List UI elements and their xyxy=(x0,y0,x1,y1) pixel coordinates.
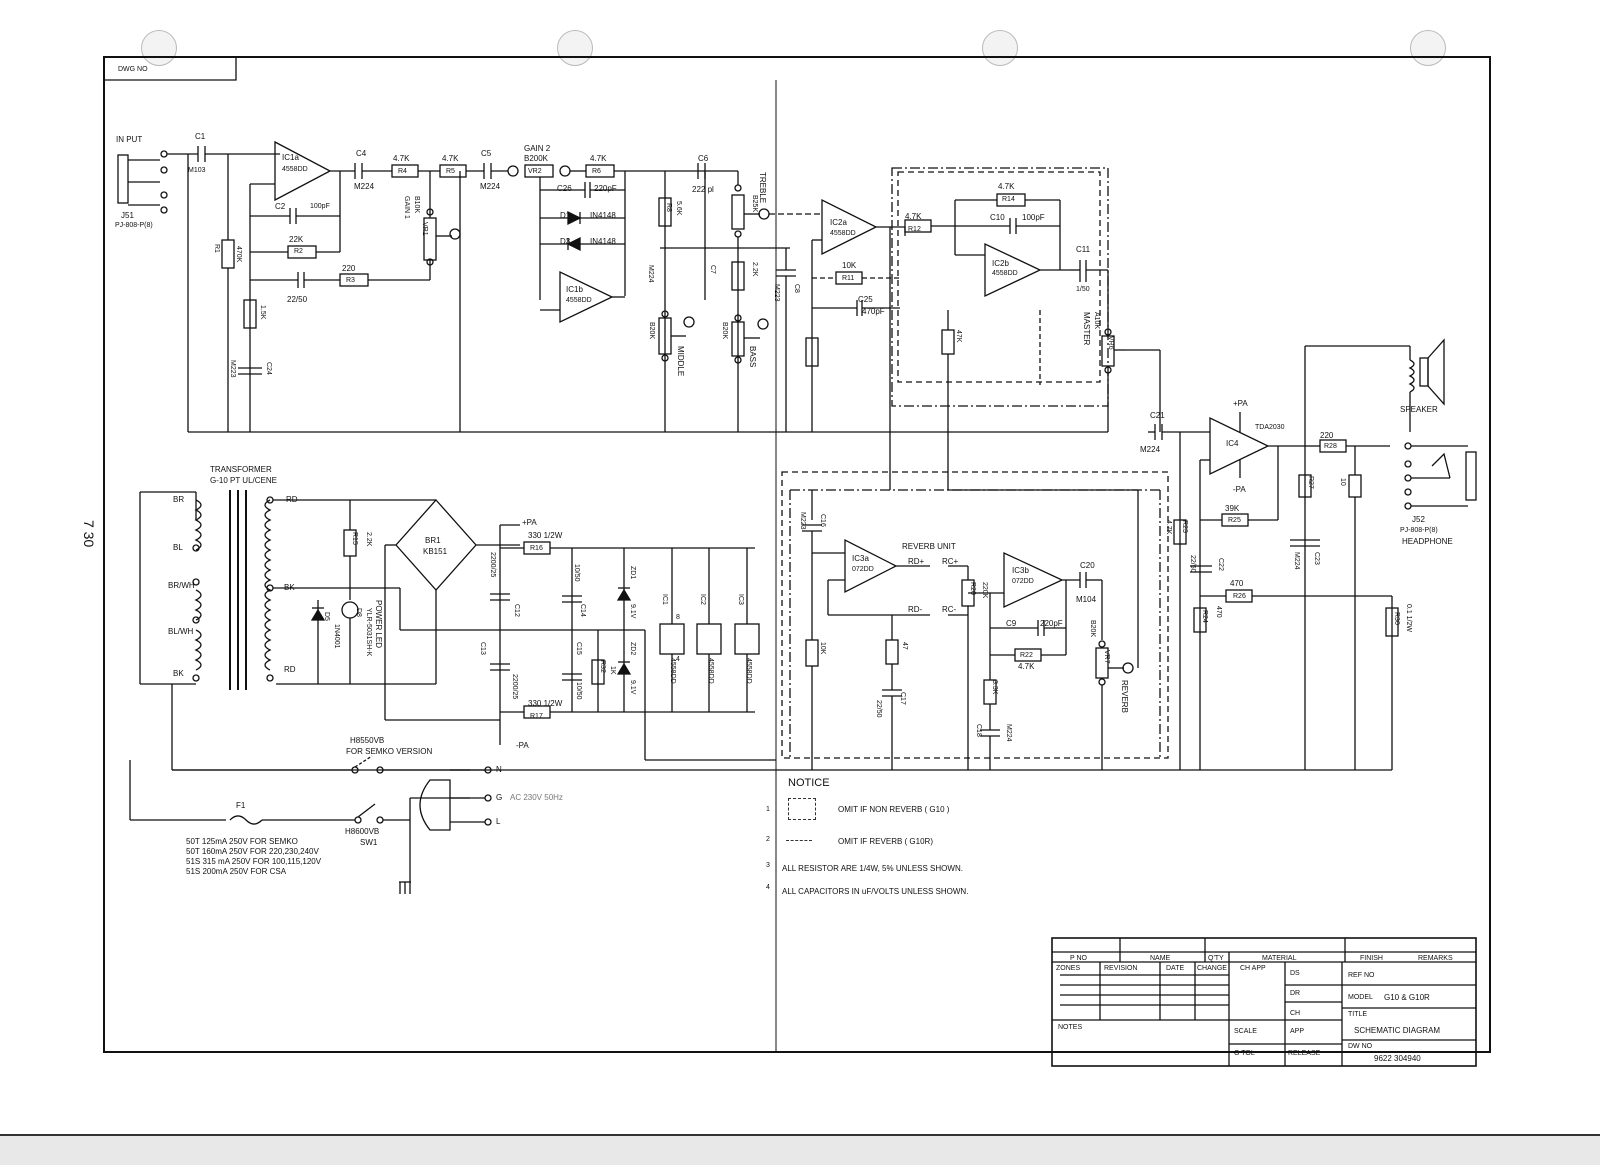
r-2-2k-value: 2.2K xyxy=(751,262,758,277)
tb-revision: REVISION xyxy=(1104,965,1138,972)
input-label: IN PUT xyxy=(116,135,143,144)
j52-part: PJ-808-P(8) xyxy=(1400,527,1438,534)
treble-label: TREBLE xyxy=(758,172,767,204)
tb-title-label: TITLE xyxy=(1348,1011,1368,1018)
tb-ch: CH xyxy=(1290,1010,1301,1017)
c11-value: 1/50 xyxy=(1076,286,1090,293)
j51-part-label: PJ-808-P(8) xyxy=(115,222,153,229)
c16-label: C16 xyxy=(819,514,826,527)
tb-date: DATE xyxy=(1166,965,1185,972)
tb-zones: ZONES xyxy=(1056,965,1081,972)
notice-line-4: ALL CAPACITORS IN uF/VOLTS UNLESS SHOWN. xyxy=(782,887,969,896)
rd-neg-label: RD- xyxy=(908,605,923,614)
treble-value: B25K xyxy=(751,195,758,213)
r-10k-value: 10K xyxy=(819,642,826,655)
c15-value: 10/50 xyxy=(575,682,582,700)
wire-br-wh: BR/WH xyxy=(168,581,195,590)
r2-value: 22K xyxy=(289,235,304,244)
tb-model: G10 & G10R xyxy=(1384,993,1430,1002)
d8-part: YLR-5031SH-K xyxy=(365,608,372,657)
vr1-label: VR1 xyxy=(421,222,428,236)
d1-label: D1 xyxy=(560,211,571,220)
tb-dr: DR xyxy=(1290,990,1301,997)
c17-label: C17 xyxy=(899,692,906,705)
ic3b-label: IC3b xyxy=(1012,566,1029,575)
ic4-part: TDA2030 xyxy=(1255,424,1285,431)
c16-value: M223 xyxy=(799,512,806,530)
rc-neg-label: RC- xyxy=(942,605,957,614)
r28-value: 220 xyxy=(1320,431,1334,440)
wire-bk-mid: BK xyxy=(284,583,295,592)
c15-label: C15 xyxy=(575,642,582,655)
c21-label: C21 xyxy=(1150,411,1165,420)
r32-label: R32 xyxy=(599,660,606,673)
ic2b-label: IC2b xyxy=(992,259,1009,268)
tb-title: SCHEMATIC DIAGRAM xyxy=(1354,1026,1441,1035)
c10-label: C10 xyxy=(990,213,1005,222)
tb-p-no: P NO xyxy=(1070,955,1087,962)
c5-value: M224 xyxy=(480,182,501,191)
br1-label: BR1 xyxy=(425,536,441,545)
c8-value: M223 xyxy=(773,284,780,302)
d5-label: D5 xyxy=(323,612,330,621)
r31-value: 1.5K xyxy=(259,305,266,320)
wire-bl-wh: BL/WH xyxy=(168,627,194,636)
r3-label: R3 xyxy=(346,277,355,284)
headphone-label: HEADPHONE xyxy=(1402,537,1453,546)
r23-value: 4.7K xyxy=(1165,520,1172,535)
tb-ds: DS xyxy=(1290,970,1300,977)
master-label: MASTER xyxy=(1082,312,1091,346)
fuse-note-1: 50T 125mA 250V FOR SEMKO xyxy=(186,837,298,846)
middle-value: B20K xyxy=(648,322,655,340)
r26-label: R26 xyxy=(1233,593,1246,600)
c2-label: C2 xyxy=(275,202,286,211)
c20-label: C20 xyxy=(1080,561,1095,570)
c23-value: M224 xyxy=(1293,552,1300,570)
r14-label: R14 xyxy=(1002,196,1015,203)
bass-value: B20K xyxy=(721,322,728,340)
vr6-label: VR6 xyxy=(1107,336,1114,350)
ic1b-label: IC1b xyxy=(566,285,583,294)
c26-label: C26 xyxy=(557,184,572,193)
r22-label: R22 xyxy=(1020,652,1033,659)
tb-qty: Q'TY xyxy=(1208,955,1224,962)
ic1-part: 4558DD xyxy=(669,658,676,684)
speaker-label: SPEAKER xyxy=(1400,405,1438,414)
d8-label: D8 xyxy=(355,608,362,617)
c24-label: C24 xyxy=(265,362,272,375)
c3-value: 22/50 xyxy=(287,295,308,304)
tb-notes: NOTES xyxy=(1058,1024,1083,1031)
c13-label: C13 xyxy=(479,642,486,655)
fuse-note-3: 51S 315 mA 250V FOR 100,115,120V xyxy=(186,857,322,866)
tb-g-tol: G TOL xyxy=(1234,1050,1255,1057)
c18-value: M224 xyxy=(1005,724,1012,742)
ic-pin-4: 4 xyxy=(676,656,680,663)
wire-bl: BL xyxy=(173,543,183,552)
notice-dashed-box-symbol xyxy=(788,798,816,820)
r17-label: R17 xyxy=(530,713,543,720)
ic3b-part: 072DD xyxy=(1012,578,1034,585)
sw1-part: H8600VB xyxy=(345,827,380,836)
r4-value: 4.7K xyxy=(393,154,410,163)
r8-label: R8 xyxy=(665,203,672,212)
r11-value: 10K xyxy=(842,261,857,270)
zd1-value: 9.1V xyxy=(629,604,636,619)
notice-line-3: ALL RESISTOR ARE 1/4W, 5% UNLESS SHOWN. xyxy=(782,864,963,873)
ic1a-label: IC1a xyxy=(282,153,299,162)
semko-switch-label: H8550VB xyxy=(350,736,385,745)
c10-value: 100pF xyxy=(1022,213,1045,222)
c20-value: M104 xyxy=(1076,595,1097,604)
notice-dashdot-line-symbol xyxy=(786,840,812,841)
br1-part: KB151 xyxy=(423,547,448,556)
r-33k-value: 3.3K xyxy=(991,680,998,695)
d3-label: D3 xyxy=(560,237,571,246)
vr2-value: B200K xyxy=(524,154,549,163)
r11-label: R11 xyxy=(842,275,855,282)
r27-label: R27 xyxy=(1307,476,1314,489)
r25-label: R25 xyxy=(1228,517,1241,524)
wire-rd-top: RD xyxy=(286,495,298,504)
r6-label: R6 xyxy=(592,168,601,175)
ic4-pa-pos: +PA xyxy=(1233,399,1248,408)
r20-value: 220K xyxy=(981,582,988,599)
r26-value: 470 xyxy=(1230,579,1244,588)
ic2-part: 4558DD xyxy=(707,658,714,684)
ic2a-part: 4558DD xyxy=(830,230,856,237)
c2-value: 100pF xyxy=(310,203,330,210)
rc-pos-label: RC+ xyxy=(942,557,959,566)
c4-value: M224 xyxy=(354,182,375,191)
notice-line-2: OMIT IF REVERB ( G10R) xyxy=(838,837,933,846)
r28-label: R28 xyxy=(1324,443,1337,450)
ic4-pa-neg: -PA xyxy=(1233,485,1246,494)
c25-value: 470pF xyxy=(862,307,885,316)
r15-label: R15 xyxy=(351,532,358,545)
vr7-label: VR7 xyxy=(1103,650,1110,664)
c1-value: M103 xyxy=(188,167,206,174)
d3-part: IN4148 xyxy=(590,237,616,246)
tb-release: RELEASE xyxy=(1288,1050,1321,1057)
j51-label: J51 xyxy=(121,211,134,220)
mains-g-label: G xyxy=(496,793,503,802)
tb-ref-no: REF NO xyxy=(1348,972,1375,979)
ic2-label: IC2 xyxy=(699,594,706,605)
wire-br: BR xyxy=(173,495,185,504)
r17-value: 330 1/2W xyxy=(528,699,563,708)
tb-model-label: MODEL xyxy=(1348,994,1373,1001)
d1-part: IN4148 xyxy=(590,211,616,220)
notice-number-1: 1 xyxy=(766,806,770,813)
c22-value: 22/50 xyxy=(1189,555,1196,573)
c12-label: C12 xyxy=(513,604,520,617)
wire-rd-bot: RD xyxy=(284,665,296,674)
vr7-value: B20K xyxy=(1089,620,1096,638)
notice-number-2: 2 xyxy=(766,836,770,843)
tb-remarks: REMARKS xyxy=(1418,955,1453,962)
supply-pa-neg: -PA xyxy=(516,741,529,750)
c7-value: M224 xyxy=(647,265,654,283)
tb-dw-no: 9622 304940 xyxy=(1374,1054,1421,1063)
r32-value: 1K xyxy=(609,666,616,675)
tb-finish: FINISH xyxy=(1360,955,1383,962)
ic3a-label: IC3a xyxy=(852,554,869,563)
r12-label: R12 xyxy=(908,226,921,233)
c14-label: C14 xyxy=(579,604,586,617)
vr6-value: A10K xyxy=(1093,312,1100,330)
mains-ac-label: AC 230V 50Hz xyxy=(510,793,563,802)
vr1-value: B10K xyxy=(413,196,420,214)
r30-label: R30 xyxy=(1393,612,1400,625)
tb-app: APP xyxy=(1290,1028,1305,1035)
ic1b-part: 4558DD xyxy=(566,297,592,304)
r12-value: 4.7K xyxy=(905,212,922,221)
ic3-part: 4558DD xyxy=(745,658,752,684)
r6-value: 4.7K xyxy=(590,154,607,163)
notice-line-1: OMIT IF NON REVERB ( G10 ) xyxy=(838,805,950,814)
transformer-label: TRANSFORMER xyxy=(210,465,272,474)
wire-bk: BK xyxy=(173,669,184,678)
fuse-f1-label: F1 xyxy=(236,801,246,810)
c8-label: C8 xyxy=(793,284,800,293)
c12-value: 2200/25 xyxy=(489,552,496,578)
r24-value: 470 xyxy=(1215,606,1222,618)
c23-label: C23 xyxy=(1313,552,1320,565)
zd1-label: ZD1 xyxy=(629,566,636,580)
zd2-value: 9.1V xyxy=(629,680,636,695)
ic1-label: IC1 xyxy=(661,594,668,605)
r5-label: R5 xyxy=(446,168,455,175)
c25-label: C25 xyxy=(858,295,873,304)
c13-value: 2200/25 xyxy=(511,674,518,700)
r22-value: 4.7K xyxy=(1018,662,1035,671)
c6-value: 222 pl xyxy=(692,185,714,194)
tb-dw-no-label: DW NO xyxy=(1348,1043,1373,1050)
fuse-note-2: 50T 160mA 250V FOR 220,230,240V xyxy=(186,847,319,856)
vr2-label: VR2 xyxy=(528,168,542,175)
sw1-label: SW1 xyxy=(360,838,378,847)
r1-label: R1 xyxy=(213,244,220,253)
r1-value: 470K xyxy=(235,246,242,263)
r2-label: R2 xyxy=(294,248,303,255)
tb-chk-app: CH APP xyxy=(1240,965,1266,972)
ic4-label: IC4 xyxy=(1226,439,1239,448)
scan-bottom-edge xyxy=(0,1134,1600,1165)
r15-value: 2.2K xyxy=(365,532,372,547)
power-led-label: POWER LED xyxy=(374,600,383,649)
r5-value: 4.7K xyxy=(442,154,459,163)
semko-version-label: FOR SEMKO VERSION xyxy=(346,747,433,756)
c9-value: 220pF xyxy=(1040,619,1063,628)
r24-label: R24 xyxy=(1201,610,1208,623)
fuse-note-4: 51S 200mA 250V FOR CSA xyxy=(186,867,287,876)
r-47k-value: 47K xyxy=(955,330,962,343)
supply-pa-pos: +PA xyxy=(522,518,537,527)
tb-scale: SCALE xyxy=(1234,1028,1257,1035)
c26-value: 220pF xyxy=(594,184,617,193)
j52-label: J52 xyxy=(1412,515,1425,524)
r25-value: 39K xyxy=(1225,504,1240,513)
ic3a-part: 072DD xyxy=(852,566,874,573)
rd-pos-label: RD+ xyxy=(908,557,925,566)
ic3-label: IC3 xyxy=(737,594,744,605)
vr1-function: GAIN 1 xyxy=(403,196,410,219)
reverb-label: REVERB xyxy=(1120,680,1129,713)
dwg-no-label: DWG NO xyxy=(118,66,148,73)
tb-change: CHANGE xyxy=(1197,965,1227,972)
c14-value: 10/50 xyxy=(573,564,580,582)
ic2b-part: 4558DD xyxy=(992,270,1018,277)
r16-value: 330 1/2W xyxy=(528,531,563,540)
c17-value: 22/50 xyxy=(875,700,882,718)
r14-value: 4.7K xyxy=(998,182,1015,191)
bass-label: BASS xyxy=(748,346,757,368)
c18-label: C18 xyxy=(975,724,982,737)
c22-label: C22 xyxy=(1217,558,1224,571)
tb-material: MATERIAL xyxy=(1262,955,1297,962)
d5-part: 1N4001 xyxy=(333,624,340,649)
ic-pin-8: 8 xyxy=(676,614,680,621)
r29-value: 10 xyxy=(1339,478,1346,486)
r3-value: 220 xyxy=(342,264,356,273)
ic2a-label: IC2a xyxy=(830,218,847,227)
r8-value: 5.6K xyxy=(675,201,682,216)
c24-value: M223 xyxy=(229,360,236,378)
zd2-label: ZD2 xyxy=(629,642,636,656)
r4-label: R4 xyxy=(398,168,407,175)
gain2-label: GAIN 2 xyxy=(524,144,551,153)
r20-label: R20 xyxy=(969,582,976,595)
notice-number-3: 3 xyxy=(766,862,770,869)
r-47-value: 47 xyxy=(901,642,908,650)
mains-n-label: N xyxy=(496,765,502,774)
c7-label: C7 xyxy=(709,265,716,274)
middle-label: MIDDLE xyxy=(676,346,685,377)
c6-label: C6 xyxy=(698,154,709,163)
r23-label: R23 xyxy=(1181,520,1188,533)
c1-label: C1 xyxy=(195,132,206,141)
c5-label: C5 xyxy=(481,149,492,158)
ic1a-part: 4558DD xyxy=(282,166,308,173)
margin-mark: 7 30 xyxy=(81,520,97,548)
notice-title: NOTICE xyxy=(788,777,830,789)
notice-number-4: 4 xyxy=(766,884,770,891)
c21-value: M224 xyxy=(1140,445,1161,454)
r16-label: R16 xyxy=(530,545,543,552)
tb-name: NAME xyxy=(1150,955,1171,962)
mains-l-label: L xyxy=(496,817,501,826)
c11-label: C11 xyxy=(1076,245,1091,254)
r30-value: 0.1 1/2W xyxy=(1405,604,1412,633)
c9-label: C9 xyxy=(1006,619,1017,628)
reverb-unit-label: REVERB UNIT xyxy=(902,542,956,551)
transformer-part: G-10 PT UL/CENE xyxy=(210,476,277,485)
c4-label: C4 xyxy=(356,149,367,158)
